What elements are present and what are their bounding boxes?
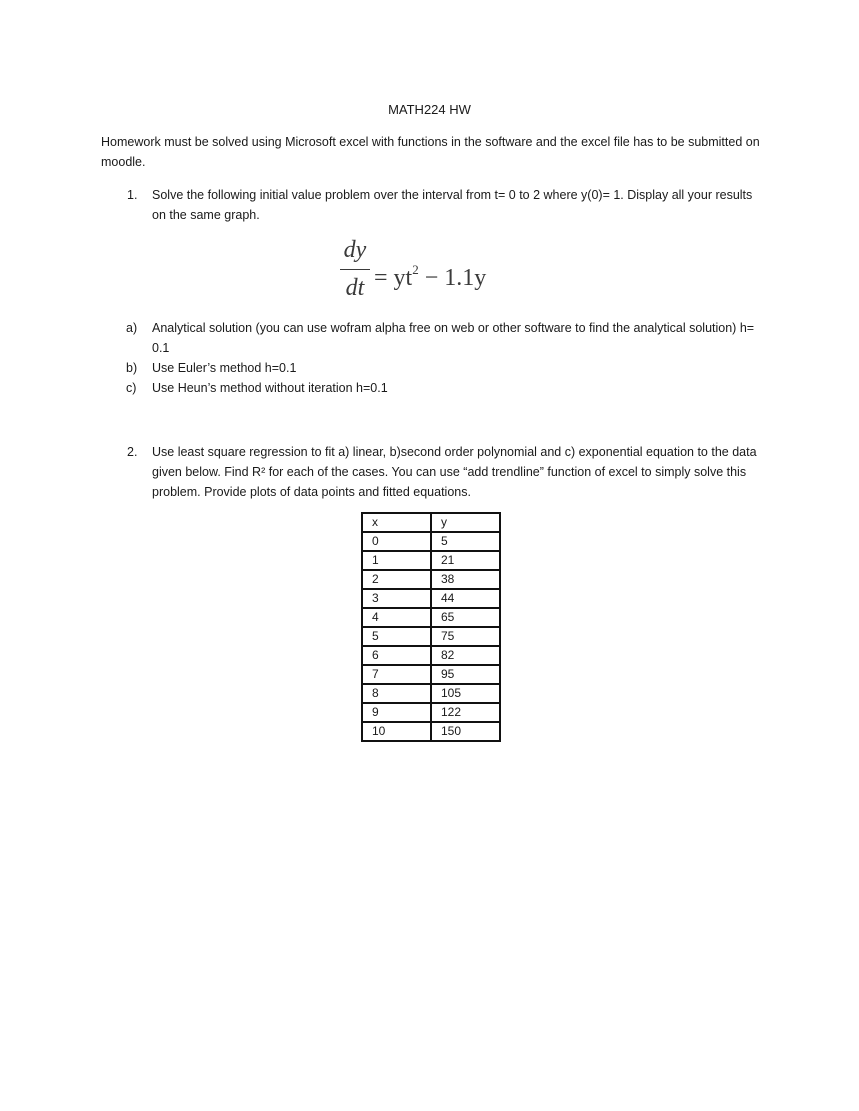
table-row bbox=[362, 532, 500, 551]
table-row bbox=[362, 627, 500, 646]
table-cell-y: 150 bbox=[431, 722, 500, 741]
question-1-number: 1. bbox=[127, 188, 138, 202]
table-cell-x: 6 bbox=[362, 646, 431, 665]
table-header-x: x bbox=[362, 513, 431, 532]
table-cell-y: 44 bbox=[431, 589, 500, 608]
table-cell-x: 1 bbox=[362, 551, 431, 570]
table-row bbox=[362, 646, 500, 665]
table-cell-x: 9 bbox=[362, 703, 431, 722]
fraction-bar bbox=[340, 269, 370, 270]
table-cell-y: 122 bbox=[431, 703, 500, 722]
part-text: Analytical solution (you can use wofram alpha free on web or other software to find the analytical solution) h= 0.1 bbox=[152, 321, 755, 355]
table-header-row bbox=[362, 513, 500, 532]
table-cell-x: 2 bbox=[362, 570, 431, 589]
part-label: c) bbox=[126, 381, 137, 395]
table-cell-y: 95 bbox=[431, 665, 500, 684]
table-row bbox=[362, 703, 500, 722]
table-row bbox=[362, 589, 500, 608]
table-row bbox=[362, 570, 500, 589]
table-cell-x: 10 bbox=[362, 722, 431, 741]
table-cell-x: 5 bbox=[362, 627, 431, 646]
table-cell-x: 7 bbox=[362, 665, 431, 684]
table-row bbox=[362, 684, 500, 703]
equation-rhs-prefix: = yt bbox=[374, 265, 413, 291]
data-table bbox=[361, 512, 501, 742]
page-title: MATH224 HW bbox=[388, 102, 471, 117]
part-text: Use Euler’s method h=0.1 bbox=[152, 361, 297, 375]
question-1-text: Solve the following initial value problem over the interval from t= 0 to 2 where y(0)= 1. Display all your results on the same graph. bbox=[152, 188, 753, 222]
table-header-y: y bbox=[431, 513, 500, 532]
part-label: b) bbox=[126, 361, 138, 375]
table-cell-y: 82 bbox=[431, 646, 500, 665]
table-row bbox=[362, 665, 500, 684]
equation-rhs-suffix: − 1.1y bbox=[418, 265, 487, 291]
table-row bbox=[362, 722, 500, 741]
fraction-denominator: dt bbox=[345, 275, 365, 301]
question-2-number: 2. bbox=[127, 445, 138, 459]
table-cell-y: 105 bbox=[431, 684, 500, 703]
table-cell-x: 8 bbox=[362, 684, 431, 703]
table-cell-y: 75 bbox=[431, 627, 500, 646]
equation-exponent: 2 bbox=[412, 262, 419, 277]
table-row bbox=[362, 608, 500, 627]
fraction-numerator: dy bbox=[343, 237, 367, 263]
question-2-text: Use least square regression to fit a) linear, b)second order polynomial and c) exponential equation to the data given below. Find R² for each of the cases. You can use “add trendline” function of excel to simply solve this problem. Provide plots of data points and fitted equations. bbox=[152, 445, 757, 499]
equation-right-side bbox=[374, 256, 486, 292]
table-cell-x: 0 bbox=[362, 532, 431, 551]
table-cell-x: 4 bbox=[362, 608, 431, 627]
part-label: a) bbox=[126, 321, 138, 335]
table-cell-y: 38 bbox=[431, 570, 500, 589]
table-cell-y: 5 bbox=[431, 532, 500, 551]
table-cell-y: 65 bbox=[431, 608, 500, 627]
table-cell-y: 21 bbox=[431, 551, 500, 570]
part-text: Use Heun’s method without iteration h=0.1 bbox=[152, 381, 388, 395]
table-cell-x: 3 bbox=[362, 589, 431, 608]
intro-paragraph: Homework must be solved using Microsoft excel with functions in the software and the excel file has to be submitted on moodle. bbox=[101, 135, 760, 169]
table-row bbox=[362, 551, 500, 570]
